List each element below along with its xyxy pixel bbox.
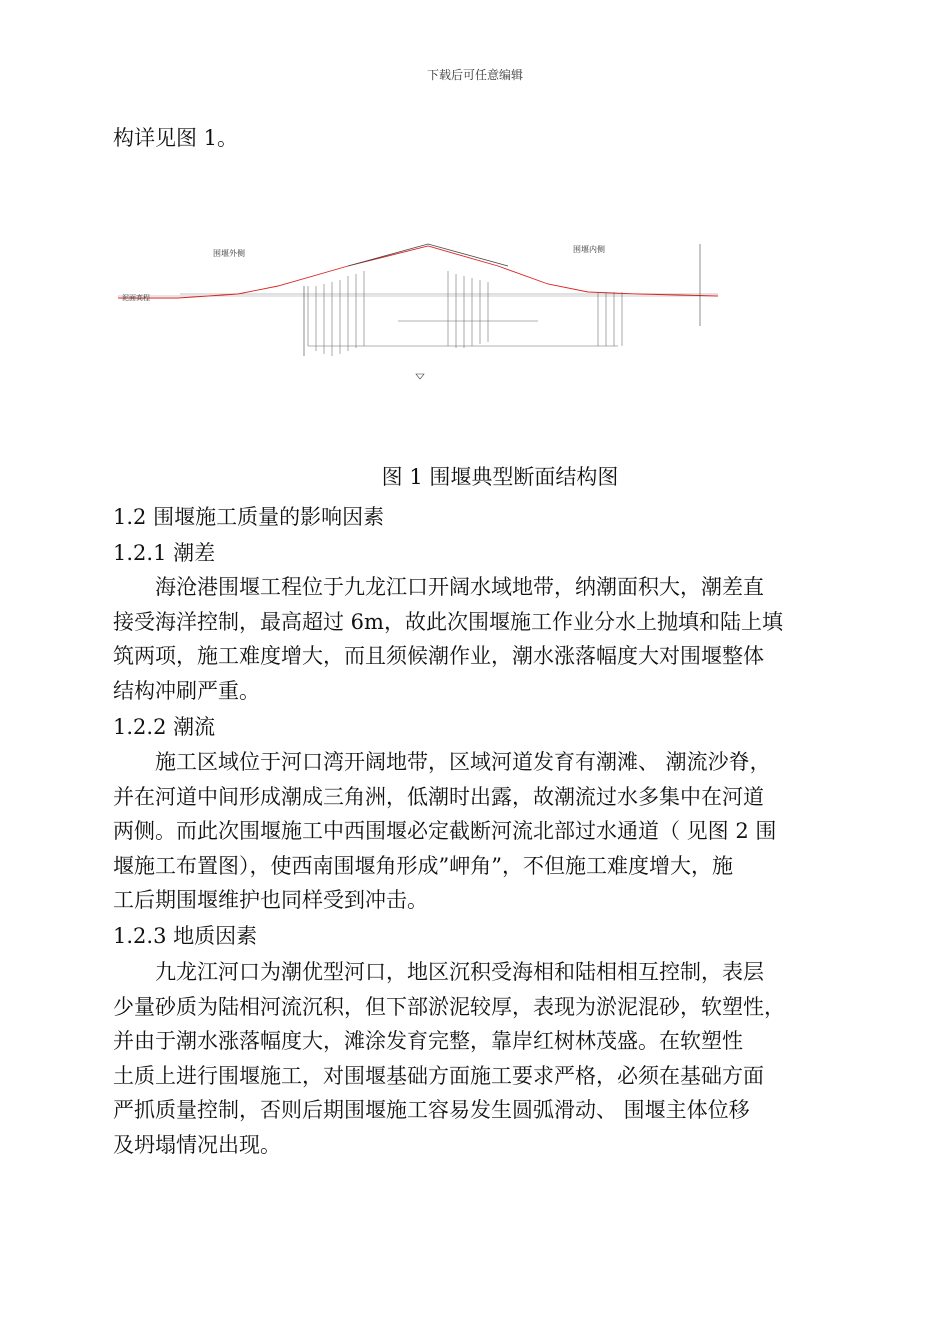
- text-line: 并在河道中间形成潮成三角洲，低潮时出露，故潮流过水多集中在河道: [113, 784, 764, 809]
- dam-top: [348, 244, 508, 266]
- text-line: 并由于潮水涨落幅度大，滩涂发育完整，靠岸红树林茂盛。在软塑性: [113, 1029, 743, 1053]
- text-line: 堰施工布置图），使西南围堰角形成”岬角”，不但施工难度增大，施: [113, 853, 733, 878]
- text-line: 两侧。而此次围堰施工中西围堰必定截断河流北部过水通道（ 见图 2 围: [113, 819, 777, 843]
- text-line: 少量砂质为陆相河流沉积，但下部淤泥较厚，表现为淤泥混砂，软塑性，: [113, 994, 785, 1019]
- paragraph-tide-range: [113, 570, 841, 708]
- page-header: 下载后可任意编辑: [426, 68, 523, 82]
- inner-side-label: 围堰内侧: [573, 245, 605, 254]
- heading-1-2-3: 1.2.3 地质因素: [113, 924, 258, 948]
- dam-outline: [118, 246, 718, 298]
- text-line: 土质上进行围堰施工，对围堰基础方面施工要求严格，必须在基础方面: [113, 1063, 764, 1088]
- text-line: 九龙江河口为潮优型河口，地区沉积受海相和陆相相互控制，表层: [113, 960, 764, 984]
- text-line: 严抓质量控制，否则后期围堰施工容易发生圆弧滑动、 围堰主体位移: [113, 1098, 750, 1122]
- heading-1-2-1: 1.2.1 潮差: [113, 541, 216, 565]
- cross-section-figure: [118, 236, 718, 386]
- text-line: 海沧港围堰工程位于九龙江口开阔水域地带，纳潮面积大，潮差直: [113, 575, 764, 599]
- text-line: 工后期围堰维护也同样受到冲击。: [113, 888, 428, 912]
- text-line: 筑两项，施工难度增大，而且须候潮作业，潮水涨落幅度大对围堰整体: [113, 644, 764, 668]
- paragraph-tide-flow: [113, 745, 841, 918]
- text-line: 结构冲刷严重。: [113, 678, 260, 703]
- text-line: 及坍塌情况出现。: [113, 1132, 281, 1157]
- heading-1-2: 1.2 围堰施工质量的影响因素: [113, 505, 385, 529]
- outer-side-label: 围堰外侧: [213, 249, 245, 258]
- mud-level-label: 泥面高程: [122, 294, 150, 302]
- paragraph-geology: [113, 955, 841, 1162]
- lead-text: 构详见图 1。: [113, 126, 239, 150]
- text-line: 接受海洋控制，最高超过 6m，故此次围堰施工作业分水上抛填和陆上填: [113, 609, 783, 634]
- pile-lines: [308, 271, 622, 356]
- heading-1-2-2: 1.2.2 潮流: [113, 715, 216, 739]
- text-line: 施工区域位于河口湾开阔地带，区域河道发育有潮滩、 潮流沙脊，: [113, 750, 771, 774]
- figure-caption: 图 1 围堰典型断面结构图: [381, 465, 619, 489]
